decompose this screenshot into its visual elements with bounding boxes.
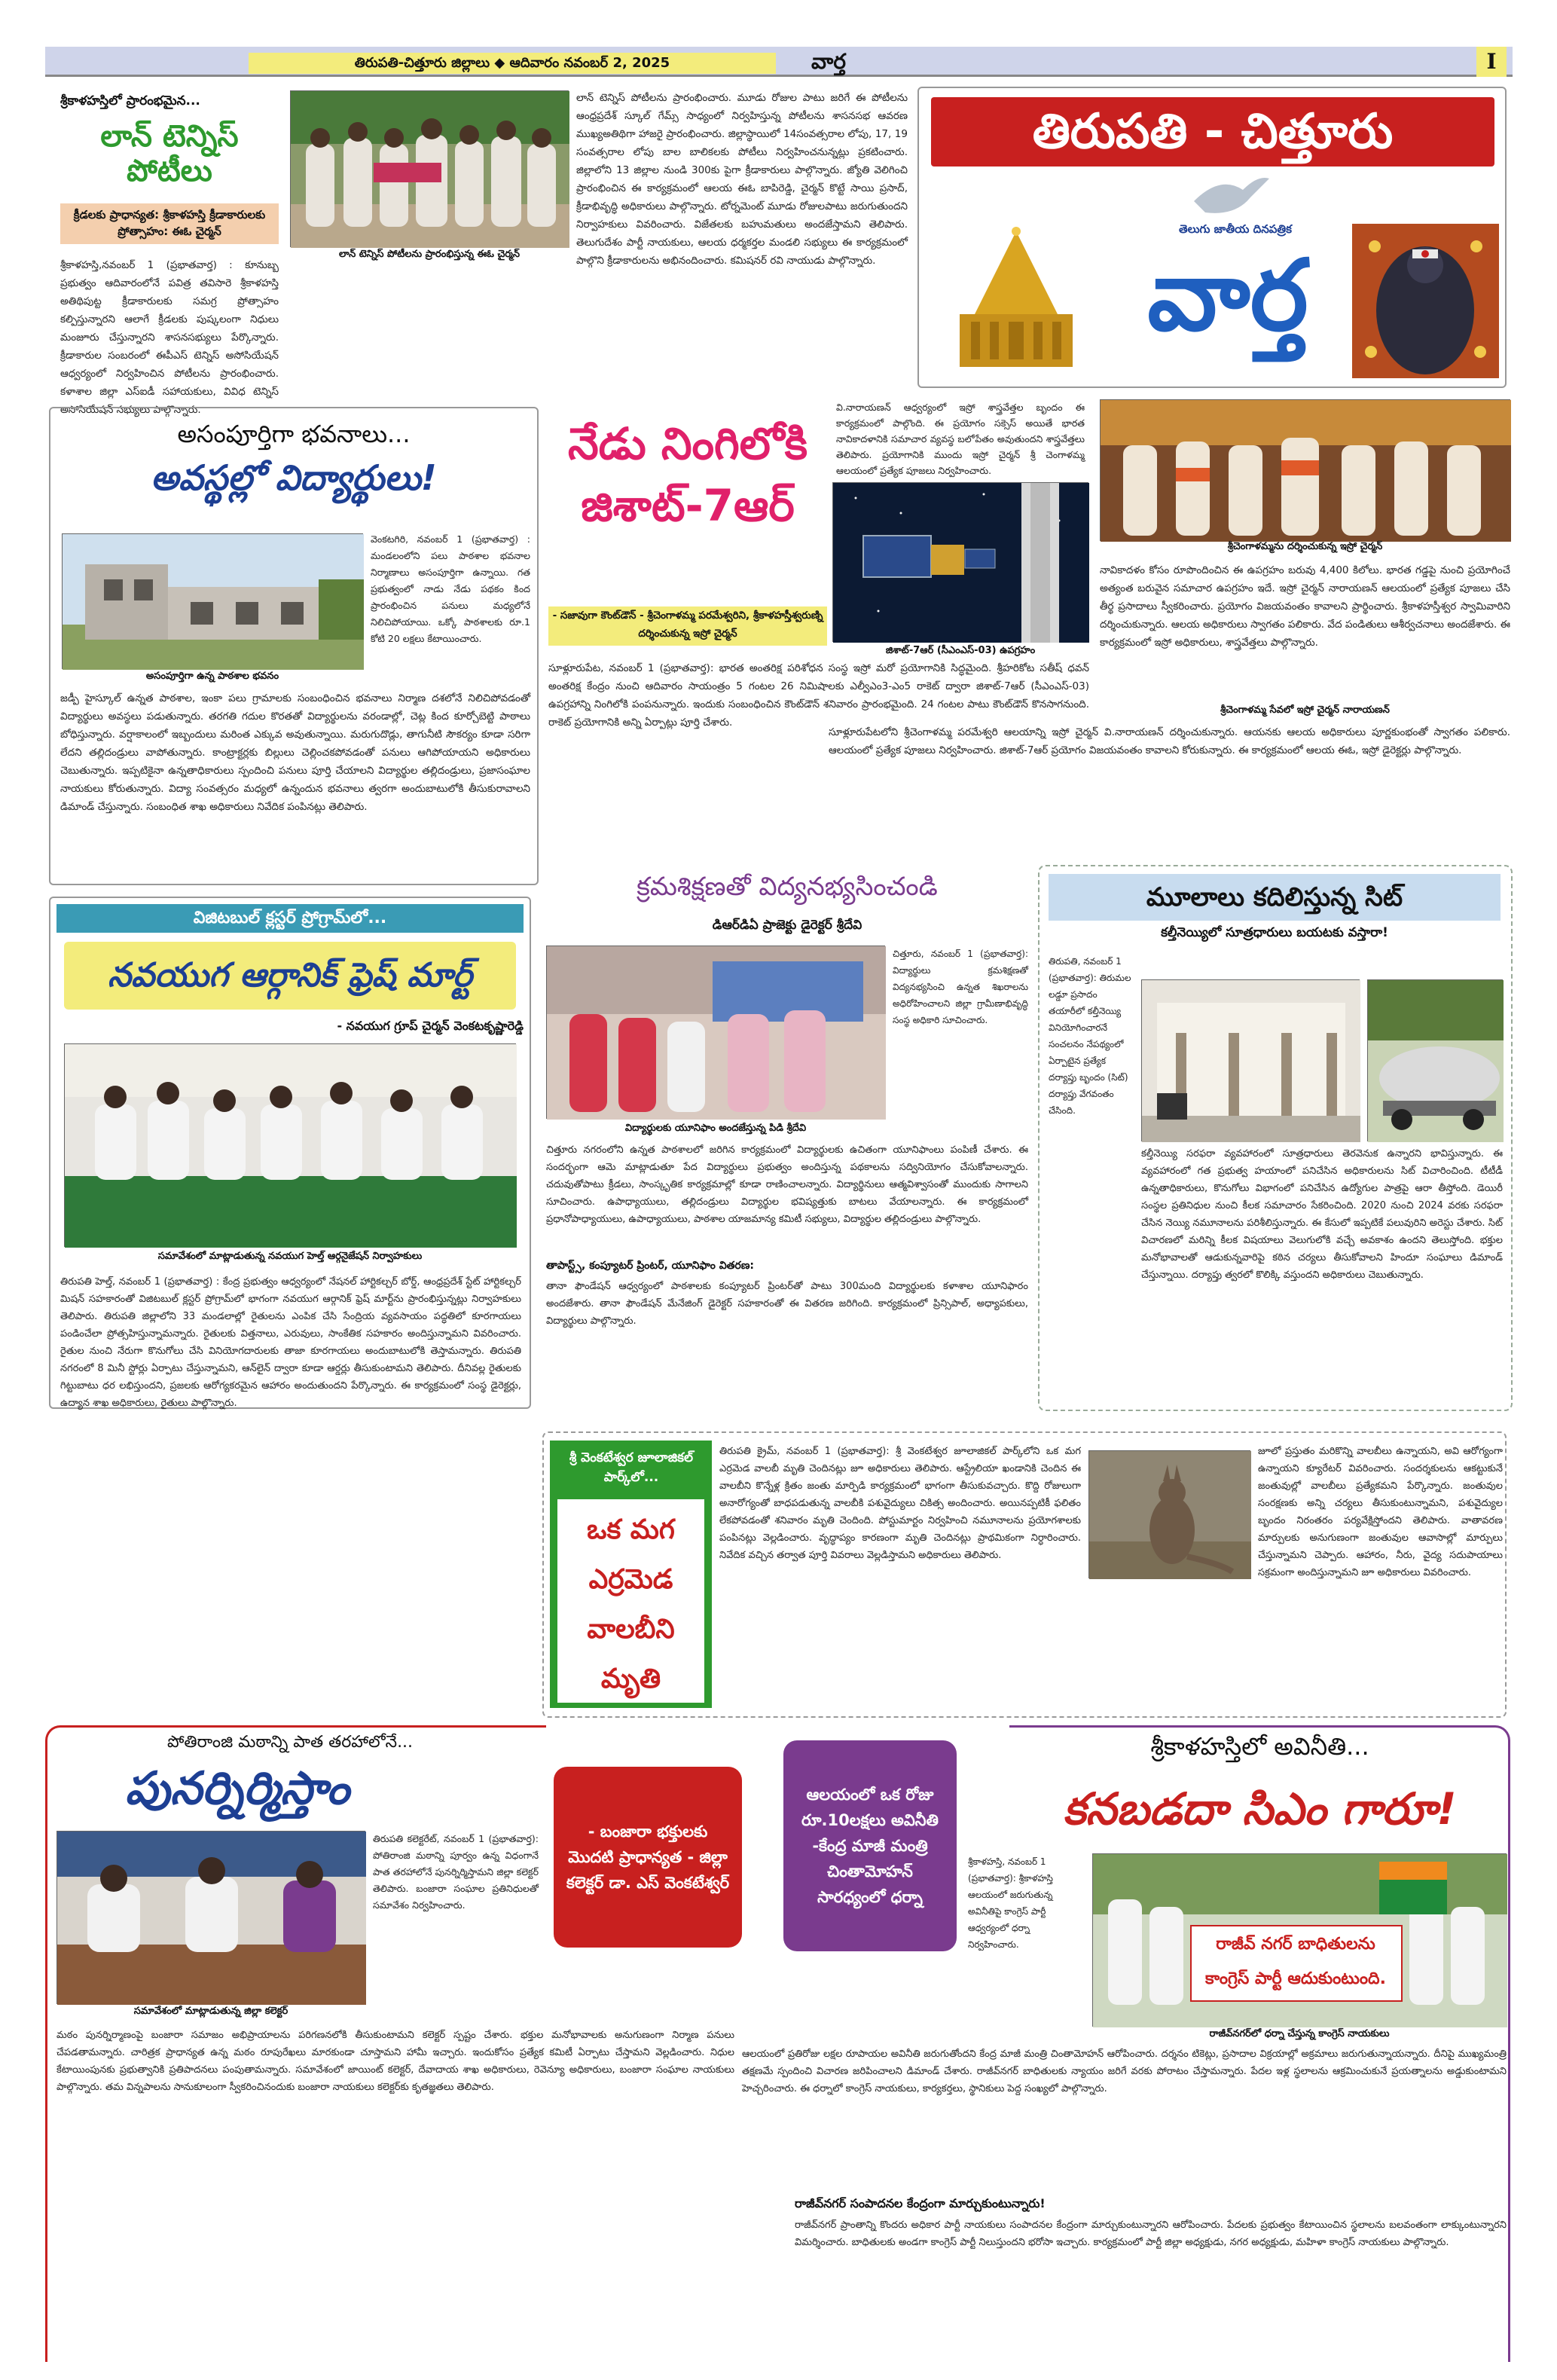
corruption-banner: రాజీవ్ నగర్ బాధితులను కాంగ్రెస్ పార్టీ ఆదుకుంటుంది. xyxy=(1205,1935,1386,1988)
tennis-photo-image xyxy=(291,91,569,248)
edu-photo-caption: విద్యార్థులకు యూనిఫాం అందజేస్తున్న పిడి శ్రీదేవి xyxy=(624,1123,807,1134)
satellite-icon xyxy=(833,483,1089,643)
students-body-side: వెంకటగిరి, నవంబర్ 1 (ప్రభాతవార్త) : మండలంలోని పలు పాఠశాల భవనాల నిర్మాణాలు అసంపూర్తిగా ఉన్నాయి. గత ప్రభుత్వంలో నాడు నేడు పథకం కింద ప్రారంభించిన పనులు మధ్యలోనే నిలిచిపోయాయి. ఒక్కో పాఠశాలకు రూ.1 కోటి 20 లక్షలు కేటాయించారు. xyxy=(371,533,530,644)
zoo-body-1: తిరుపతి క్రైమ్, నవంబర్ 1 (ప్రభాతవార్త): శ్రీ వెంకటేశ్వర జూలాజికల్ పార్క్‌లోని ఒక మగ ఎర్రమెడ వాలబీ మృతి చెందినట్లు జూ అధికారులు తెలిపారు. ఆస్ట్రేలియా ఖండానికి చెందిన ఈ వాలబీని కొన్నేళ్ల క్రితం జంతు మార్పిడి కార్యక్రమంలో భాగంగా తీసుకువచ్చారు. కొద్ది రోజులుగా అనారోగ్యంతో బాధపడుతున్న వాలబీకి పశువైద్యులు చికిత్స అందించారు. అయినప్పటికీ ఫలితం లేకపోవడంతో శనివారం మృతి చెందింది. పోస్టుమార్టం నిర్వహించి నమూనాలను ప్రయోగశాలకు పంపినట్లు వెల్లడించారు. వృద్ధాప్యం కారణంగా మృతి చెందినట్లు ప్రాథమికంగా నిర్ధారించారు. నివేదిక వచ్చిన తర్వాత పూర్తి వివరాలు వెల్లడిస్తామని అధికారులు తెలిపారు. xyxy=(719,1446,1081,1561)
sit-subhead: కల్తీనెయ్యిలో సూత్రధారులు బయటకు వస్తారా! xyxy=(1161,925,1388,940)
zoo-body-2: జూలో ప్రస్తుతం మరికొన్ని వాలబీలు ఉన్నాయని, అవి ఆరోగ్యంగా ఉన్నాయని క్యూరేటర్ వివరించారు. సందర్శకులను ఆకట్టుకునే జంతువుల్లో వాలబీలు ప్రత్యేకమని పేర్కొన్నారు. జంతువుల సంరక్షణకు అన్ని చర్యలు తీసుకుంటున్నామని, పశువైద్యుల బృందం నిరంతరం పర్యవేక్షిస్తోందని తెలిపారు. వాతావరణ మార్పులకు అనుగుణంగా జంతువుల ఆవాసాల్లో మార్పులు చేస్తున్నామని చెప్పారు. ఆహారం, నీరు, వైద్య సదుపాయాలు సక్రమంగా అందిస్తున్నామని జూ అధికారులు వివరించారు. xyxy=(1258,1446,1503,1578)
edu-event-image xyxy=(547,946,886,1120)
organic-photo xyxy=(64,1043,516,1247)
isro-temple-caption: శ్రీచెంగాళమ్మను దర్శించుకున్న ఇస్రో చైర్మన్ xyxy=(1227,541,1383,552)
sit-body-side: తిరుపతి, నవంబర్ 1 (ప్రభాతవార్త): తిరుమల లడ్డూ ప్రసాదం తయారీలో కల్తీనెయ్యి వినియోగించారనే సంచలనం నేపథ్యంలో ఏర్పాటైన ప్రత్యేక దర్యాప్తు బృందం (సిట్) దర్యాప్తు వేగవంతం చేసింది. xyxy=(1049,956,1131,1116)
corruption-subheading: రాజీవ్‌నగర్ సంపాదనల కేంద్రంగా మార్చుకుంటున్నారు! xyxy=(795,2196,1046,2210)
isro-subhead: - సజావుగా కౌంట్‌డౌన్ - శ్రీచెంగాళమ్మ పరమేశ్వరిని, శ్రీకాళహస్తీశ్వరుణ్ని దర్శించుకున్న ఇస్రో చైర్మన్ xyxy=(548,606,827,646)
edu-byline: డిఆర్‌డిఏ ప్రాజెక్టు డైరెక్టర్ శ్రీదేవి xyxy=(712,918,862,933)
isro-body-4: సూళ్లూరుపేటలోని శ్రీచెంగాళమ్మ పరమేశ్వరి ఆలయాన్ని ఇస్రో చైర్మన్ వి.నారాయణన్ దర్శించుకున్నారు. ఆయనకు ఆలయ అధికారులు పూర్ణకుంభంతో స్వాగతం పలికారు. ఆలయంలో ప్రత్యేక పూజలు నిర్వహించారు. జిశాట్-7ఆర్ ప్రయోగం విజయవంతం కావాలని కోరుకున్నారు. ఈ కార్యక్రమంలో ఆలయ ఈఓ, ఇస్రో డైరెక్టర్లు పాల్గొన్నారు. xyxy=(829,726,1510,756)
corruption-headline: కనబడదా సిఎం గారూ! xyxy=(1063,1783,1457,1835)
sit-photo-building xyxy=(1141,979,1360,1141)
supplement-title: తిరుపతి - చిత్తూరు xyxy=(931,97,1494,167)
temple-gopuram-icon xyxy=(930,224,1103,378)
isro-body: సూళ్లూరుపేట, నవంబర్ 1 (ప్రభాతవార్త): భారత అంతరిక్ష పరిశోధన సంస్థ ఇస్రో మరో ప్రయోగానికి సిద్ధమైంది. శ్రీహరికోట సతీష్ ధవన్ అంతరిక్ష కేంద్రం నుంచి ఆదివారం సాయంత్రం 5 గంటల 26 నిమిషాలకు ఎల్వీఎం3-ఎం5 రాకెట్ ద్వారా జిశాట్-7ఆర్ (సీఎంఎస్-03) ఉపగ్రహాన్ని నింగిలోకి పంపనున్నారు. ఇందుకు సంబంధించిన కౌంట్‌డౌన్ శనివారం ప్రారంభమైంది. 24 గంటల పాటు కౌంట్‌డౌన్ కొనసాగనుంది. రాకెట్ ప్రయోగానికి అన్ని ఏర్పాట్లు పూర్తి చేశారు. xyxy=(548,662,1089,729)
isro-headline xyxy=(548,413,827,605)
deity-icon xyxy=(1352,224,1499,378)
pond-body-side: తిరుపతి కలెక్టరేట్, నవంబర్ 1 (ప్రభాతవార్త): పోతిరాంజి మఠాన్ని పూర్వం ఉన్న విధంగానే పాత తరహాలోనే పునర్నిర్మిస్తామని జిల్లా కలెక్టర్ తెలిపారు. బంజారా సంఘాల ప్రతినిధులతో సమావేశం నిర్వహించారు. xyxy=(373,1833,539,1911)
sit-headline: మూలాలు కదిలిస్తున్న సిట్ xyxy=(1049,874,1501,921)
masthead-brand: వార్త xyxy=(811,49,846,74)
sit-body: కల్తీనెయ్యి సరఫరా వ్యవహారంలో సూత్రధారులు తెరవెనుక ఉన్నారని భావిస్తున్నారు. ఈ వ్యవహారంలో గత ప్రభుత్వ హయాంలో పనిచేసిన అధికారులను సిట్ విచారించింది. టీటీడీ ఉన్నతాధికారులు, కొనుగోలు విభాగంలో పనిచేసిన ఉద్యోగుల పాత్రపై ఆరా తీస్తోంది. డెయిరీ సంస్థల ప్రతినిధుల నుంచి కీలక సమాచారం సేకరించింది. 2020 నుంచి 2024 వరకు సరఫరా చేసిన నెయ్యి నమూనాలను పరిశీలిస్తున్నారు. ఈ కేసులో ఇప్పటికే పలువురిని అరెస్టు చేశారు. సిట్ విచారణలో మరిన్ని కీలక విషయాలు వెలుగులోకి వచ్చే అవకాశం ఉందని తెలుస్తోంది. భక్తుల మనోభావాలతో ఆడుకున్నవారిపై కఠిన చర్యలు తీసుకోవాలని హిందూ సంఘాలు డిమాండ్ చేస్తున్నాయి. దర్యాప్తు త్వరలో కొలిక్కి వస్తుందని అధికారులు చెబుతున్నారు. xyxy=(1141,1148,1503,1281)
zoo-headline: ఒక మగ ఎర్రమెడ వాలబీని మృతి xyxy=(557,1499,704,1703)
isro-satellite-photo xyxy=(832,482,1088,642)
temple-visit-image xyxy=(1101,400,1511,542)
edu-subheading: తాపాస్ట్స్, కంప్యూటర్ ప్రింటర్, యూనిఫాం వితరణ: xyxy=(546,1260,754,1272)
pond-kicker: పోతిరాంజి మఠాన్ని పాత తరహాలోనే... xyxy=(166,1733,414,1752)
organic-headline: నవయుగ ఆర్గానిక్ ఫ్రెష్ మార్ట్ xyxy=(64,942,516,1010)
pond-photo xyxy=(56,1831,365,2004)
isro-headline-text: నేడు నింగిలోకి జిశాట్-7ఆర్ xyxy=(567,418,808,531)
page-number: I xyxy=(1476,47,1507,77)
edu-photo xyxy=(546,946,885,1119)
students-photo xyxy=(62,533,363,669)
school-building-image xyxy=(63,534,364,670)
tennis-headline: లాన్ టెన్నిస్ పోటీలు xyxy=(100,119,239,188)
supplement-logo: వార్త xyxy=(1147,238,1308,353)
corruption-photo-caption: రాజీవ్‌నగర్‌లో ధర్నా చేస్తున్న కాంగ్రెస్ నాయకులు xyxy=(1209,2028,1390,2039)
supplement-tagline: తెలుగు జాతీయ దినపత్రిక xyxy=(1179,222,1292,236)
tennis-photo xyxy=(290,90,569,247)
tennis-kicker: శ్రీకాళహస్తిలో ప్రారంభమైన... xyxy=(60,93,200,108)
organic-kicker: విజిటబుల్ క్లస్టర్ ప్రోగ్రామ్‌లో... xyxy=(56,904,524,933)
pond-headline: పునర్నిర్మిస్తాం xyxy=(125,1762,350,1815)
building-image xyxy=(1142,980,1360,1142)
dove-icon xyxy=(1190,171,1273,224)
organic-photo-caption: సమావేశంలో మాట్లాడుతున్న నవయుగ హెల్త్ ఆర్గనైజేషన్ నిర్వాహకులు xyxy=(157,1251,423,1262)
zoo-kicker: శ్రీ వెంకటేశ్వర జూలాజికల్ పార్క్‌లో... xyxy=(569,1450,694,1485)
edu-headline: క్రమశిక్షణతో విద్యనభ్యసించండి xyxy=(637,872,938,902)
corruption-body-2: రాజీవ్‌నగర్ ప్రాంతాన్ని కొందరు అధికార పార్టీ నాయకులు సంపాదనల కేంద్రంగా మార్చుకుంటున్నారని ఆరోపించారు. పేదలకు ప్రభుత్వం కేటాయించిన స్థలాలను బలవంతంగా లాక్కుంటున్నారని విమర్శించారు. బాధితులకు అండగా కాంగ్రెస్ పార్టీ నిలుస్తుందని భరోసా ఇచ్చారు. కార్యక్రమంలో పార్టీ జిల్లా అధ్యక్షుడు, నగర అధ్యక్షుడు, మహిళా కాంగ్రెస్ నాయకులు పాల్గొన్నారు. xyxy=(795,2220,1507,2248)
isro-chairman-caption: శ్రీచెంగాళమ్మ సేవలో ఇస్రో చైర్మన్ నారాయణన్ xyxy=(1220,704,1390,716)
students-photo-caption: అసంపూర్తిగా ఉన్న పాఠశాల భవనం xyxy=(145,671,279,682)
tennis-body-left: శ్రీకాళహస్తి,నవంబర్ 1 (ప్రభాతవార్త) : కూనుబ్బ ప్రభుత్వం ఆదివారంలోనే పవిత్ర తవిసారె శ్రీకాళహస్తి అతిథిపుట్ట క్రీడాకారులకు సమగ్ర ప్రోత్సాహం కల్పిస్తున్నారని ఆలాగే క్రీడలకు పుష్కలంగా నిధులు మంజూరు చేస్తున్నారని శాసనసభ్యులు పేర్కొన్నారు. క్రీడాకారుల సంబరంలో ఈపీఎస్ టెన్నిస్ అసోసియేషన్ ఆధ్వర్యంలో నిర్వహించిన పోటీలను ప్రారంభించారు. కళాశాల జిల్లా ఎస్ఐడీ సహాయకులు, వివిధ టెన్నిస్ అసోసియేషన్ సభ్యులు పాల్గొన్నారు. xyxy=(60,259,279,416)
organic-body: తిరుపతి హెల్త్, నవంబర్ 1 (ప్రభాతవార్త) : కేంద్ర ప్రభుత్వం ఆధ్వర్యంలో నేషనల్ హార్టికల్చర్ బోర్డ్, ఆంధ్రప్రదేశ్ స్టేట్ హార్టికల్చర్ మిషన్ సహకారంతో విజిటబుల్ క్లస్టర్ ప్రోగ్రామ్‌లో భాగంగా నవయుగ ఆర్గానిక్ ఫ్రెష్ మార్ట్‌ను ప్రారంభిస్తున్నట్లు నిర్వాహకులు తెలిపారు. తిరుపతి జిల్లాలోని 33 మండలాల్లో రైతులను ఎంపిక చేసి సేంద్రియ వ్యవసాయం పద్ధతిలో కూరగాయలు పండించేలా ప్రోత్సహిస్తున్నామన్నారు. రైతులకు విత్తనాలు, ఎరువులు, సాంకేతిక సహకారం అందిస్తున్నామని వివరించారు. రైతుల నుంచి నేరుగా కొనుగోలు చేసి వినియోగదారులకు తాజా కూరగాయలు అందుబాటులోకి తెస్తామన్నారు. తిరుపతి నగరంలో 8 మినీ స్టోర్లు ఏర్పాటు చేస్తున్నామని, ఆన్‌లైన్ ద్వారా కూడా ఆర్డర్లు తీసుకుంటామని తెలిపారు. దీనివల్ల రైతులకు గిట్టుబాటు ధర లభిస్తుందని, ప్రజలకు ఆరోగ్యకరమైన ఆహారం అందుతుందని పేర్కొన్నారు. ఈ కార్యక్రమంలో సంస్థ డైరెక్టర్లు, ఉద్యాన శాఖ అధికారులు, రైతులు పాల్గొన్నారు. xyxy=(60,1276,521,1409)
meeting-photo-image xyxy=(65,1044,517,1248)
organic-byline: - నవయుగ గ్రూప్ చైర్మన్ వెంకటకృష్ణారెడ్డి xyxy=(337,1019,524,1033)
sit-photo-tanker xyxy=(1367,979,1503,1141)
zoo-photo xyxy=(1088,1450,1250,1578)
collector-meeting-image xyxy=(57,1832,366,2005)
isro-satellite-caption: జిశాట్-7ఆర్ (సీఎంఎస్-03) ఉపగ్రహం xyxy=(885,645,1036,656)
pond-body: మఠం పునర్నిర్మాణంపై బంజారా సమాజం అభిప్రాయాలను పరిగణనలోకి తీసుకుంటామని కలెక్టర్ స్పష్టం చేశారు. భక్తుల మనోభావాలకు అనుగుణంగా నిర్మాణ పనులు చేపడతామన్నారు. చారిత్రక ప్రాధాన్యత ఉన్న మఠం రూపురేఖలు మారకుండా చూస్తామని హామీ ఇచ్చారు. ఇందుకోసం ప్రత్యేక కమిటీ ఏర్పాటు చేస్తామని వెల్లడించారు. నిధుల కేటాయింపునకు ప్రభుత్వానికి ప్రతిపాదనలు పంపుతామన్నారు. సమావేశంలో జాయింట్ కలెక్టర్, దేవాదాయ శాఖ అధికారులు, రెవెన్యూ అధికారులు, బంజారా సంఘాల నాయకులు పాల్గొన్నారు. తమ విన్నపాలను సానుకూలంగా స్వీకరించినందుకు బంజారా నాయకులు కలెక్టర్‌కు కృతజ్ఞతలు తెలిపారు. xyxy=(56,2030,734,2093)
corruption-body-side: శ్రీకాళహస్తి, నవంబర్ 1 (ప్రభాతవార్త): శ్రీకాళహస్తి ఆలయంలో జరుగుతున్న అవినీతిపై కాంగ్రెస్ పార్టీ ఆధ్వర్యంలో ధర్నా నిర్వహించారు. xyxy=(968,1856,1053,1950)
tennis-body-right: లాన్ టెన్నిస్ పోటీలను ప్రారంభించారు. మూడు రోజుల పాటు జరిగే ఈ పోటీలను ఆంధ్రప్రదేశ్ స్కూల్ గేమ్స్ సాధ్యంలో నిర్వహిస్తున్న పోటీలను శాసనసభ ఆవరణ ముఖ్యఅతిథిగా హాజరై ప్రారంభించారు. జిల్లాస్థాయిలో 14సంవత్సరాల లోపు, 17, 19 సంవత్సరాల లోపు బాల బాలికలకు పోటీలు నిర్వహించనున్నట్లు ప్రకటించారు. జిల్లాలోని 13 జిల్లాల నుండి 300కు పైగా క్రీడాకారులు పాల్గొన్నారు. జ్యోతి వెలిగించి ప్రారంభించిన ఈ కార్యక్రమంలో ఆలయ ఈఓ బాపిరెడ్డి, చైర్మన్ కొట్టే సాయి ప్రసాద్, క్రీడాభివృద్ధి అధికారులు పాల్గొన్నారు. టోర్నమెంట్ మూడు రోజులపాటు జరుగుతుందని నిర్వాహకులు వివరించారు. విజేతలకు బహుమతులు అందజేస్తామని తెలిపారు. తెలుగుదేశం పార్టీ నాయకులు, ఆలయ ధర్మకర్తల మండలి సభ్యులు ఈ కార్యక్రమంలో పాల్గొని క్రీడాకారులను అభినందించారు. కమిషనర్ రవి నాయుడు పాల్గొన్నారు. xyxy=(576,92,908,267)
corruption-callout: ఆలయంలో ఒక రోజు రూ.10లక్షలు అవినీతి -కేంద్ర మాజీ మంత్రి చింతామోహన్ సారధ్యంలో ధర్నా xyxy=(783,1740,957,1951)
students-body: జడ్పీ హైస్కూల్ ఉన్నత పాఠశాల, ఇంకా పలు గ్రామాలకు సంబంధించిన భవనాలు నిర్మాణ దశలోనే నిలిచిపోవడంతో విద్యార్థులు అవస్థలు పడుతున్నారు. తరగతి గదుల కొరతతో విద్యార్థులను వరండాల్లో, చెట్ల కింద కూర్చోబెట్టి పాఠాలు బోధిస్తున్నారు. వర్షాకాలంలో ఇబ్బందులు మరింత ఎక్కువ అవుతున్నాయి. మరుగుదొడ్లు, తాగునీటి సౌకర్యం కూడా సరిగా లేదని తల్లిదండ్రులు వాపోతున్నారు. కాంట్రాక్టర్లకు బిల్లులు చెల్లించకపోవడంతో పనులు ఆగిపోయాయని అధికారులు చెబుతున్నారు. ఇప్పటికైనా ఉన్నతాధికారులు స్పందించి పనులు పూర్తి చేయాలని విద్యార్థుల తల్లిదండ్రులు, ప్రజాసంఘాల నాయకులు కోరుతున్నారు. విద్యా సంవత్సరం మధ్యలో ఉన్నందున భవనాలు త్వరగా అందుబాటులోకి తీసుకురావాలని డిమాండ్ చేస్తున్నారు. సంబంధిత శాఖ అధికారులు నివేదిక పంపినట్లు తెలిపారు. xyxy=(60,692,530,813)
tennis-photo-caption: లాన్ టెన్నిస్ పోటీలను ప్రారంభిస్తున్న ఈఓ చైర్మన్ xyxy=(338,249,521,260)
tennis-subhead: క్రీడలకు ప్రాధాన్యత: శ్రీకాళహస్తి క్రీడాకారులకు ప్రోత్సాహం: ఈఓ చైర్మన్ xyxy=(60,203,279,244)
edu-body-side: చిత్తూరు, నవంబర్ 1 (ప్రభాతవార్త): విద్యార్థులు క్రమశిక్షణతో విద్యనభ్యసించి ఉన్నత శిఖరాలను అధిరోహించాలని జిల్లా గ్రామీణాభివృద్ధి సంస్థ అధికారి సూచించారు. xyxy=(893,949,1028,1025)
tanker-image xyxy=(1368,980,1504,1142)
pond-photo-caption: సమావేశంలో మాట్లాడుతున్న జిల్లా కలెక్టర్ xyxy=(133,2006,289,2017)
wallaby-image xyxy=(1089,1451,1251,1579)
isro-body-2: వి.నారాయణన్ ఆధ్వర్యంలో ఇస్రో శాస్త్రవేత్తల బృందం ఈ కార్యక్రమంలో పాల్గొంది. ఈ ప్రయోగం సక్సెస్ అయితే భారత నావికాదళానికి సమాచార వ్యవస్థ బలోపేతం అవుతుందని శాస్త్రవేత్తలు తెలిపారు. ప్రయోగానికి ముందు ఇస్రో చైర్మన్ శ్రీ చెంగాళమ్మ ఆలయంలో ప్రత్యేక పూజలు నిర్వహించారు. xyxy=(836,402,1085,476)
isro-body-3: నావికాదళం కోసం రూపొందించిన ఈ ఉపగ్రహం బరువు 4,400 కిలోలు. భారత గడ్డపై నుంచి ప్రయోగించే అత్యంత బరువైన సమాచార ఉపగ్రహం ఇదే. ఇస్రో చైర్మన్ నారాయణన్ ఆలయంలో ప్రత్యేక పూజలు చేసి తీర్థ ప్రసాదాలు స్వీకరించారు. ప్రయోగం విజయవంతం కావాలని ప్రార్థించారు. శ్రీకాళహస్తీశ్వర స్వామివారిని దర్శించుకున్నారు. ఆలయ అధికారులు స్వాగతం పలికారు. వేద పండితులు ఆశీర్వచనాలు అందజేశారు. ఈ కార్యక్రమంలో ఇస్రో అధికారులు, శాస్త్రవేత్తలు పాల్గొన్నారు. xyxy=(1100,564,1510,649)
masthead-edition: తిరుపతి-చిత్తూరు జిల్లాలు ◆ ఆదివారం నవంబర్ 2, 2025 xyxy=(249,53,776,74)
supplement-banner xyxy=(917,87,1507,388)
isro-temple-photo xyxy=(1100,399,1510,541)
students-headline-small: అసంపూర్తిగా భవనాలు... xyxy=(177,420,411,448)
corruption-kicker: శ్రీకాళహస్తిలో అవినీతి... xyxy=(1150,1732,1369,1761)
edu-body: చిత్తూరు నగరంలోని ఉన్నత పాఠశాలలో జరిగిన కార్యక్రమంలో విద్యార్థులకు ఉచితంగా యూనిఫాంలు పంపిణీ చేశారు. ఈ సందర్భంగా ఆమె మాట్లాడుతూ పేద విద్యార్థులు ప్రభుత్వం అందిస్తున్న పథకాలను సద్వినియోగం చేసుకోవాలన్నారు. చదువుతోపాటు క్రీడలు, సాంస్కృతిక కార్యక్రమాల్లో కూడా రాణించాలన్నారు. విద్యార్థినులు ఆత్మవిశ్వాసంతో ముందుకు సాగాలని సూచించారు. ఉపాధ్యాయులు, తల్లిదండ్రులు విద్యార్థుల భవిష్యత్తుకు బాటలు వేయాలన్నారు. ఈ కార్యక్రమంలో ప్రధానోపాధ్యాయులు, ఉపాధ్యాయులు, పాఠశాల యాజమాన్య కమిటీ సభ్యులు, విద్యార్థుల తల్లిదండ్రులు పాల్గొన్నారు. xyxy=(546,1144,1029,1225)
students-headline-big: అవస్థల్లో విద్యార్థులు! xyxy=(151,457,437,498)
corruption-body: ఆలయంలో ప్రతిరోజు లక్షల రూపాయల అవినీతి జరుగుతోందని కేంద్ర మాజీ మంత్రి చింతామోహన్ ఆరోపించారు. దర్శనం టికెట్లు, ప్రసాదాల విక్రయాల్లో అక్రమాలు జరుగుతున్నాయన్నారు. దీనిపై ముఖ్యమంత్రి తక్షణమే స్పందించి విచారణ జరిపించాలని డిమాండ్ చేశారు. రాజీవ్‌నగర్ బాధితులకు న్యాయం జరిగే వరకు పోరాటం చేస్తామన్నారు. పేదల ఇళ్ల స్థలాలను ఆక్రమించుకునే ప్రయత్నాలను అడ్డుకుంటామని హెచ్చరించారు. ఈ ధర్నాలో కాంగ్రెస్ నాయకులు, కార్యకర్తలు, స్థానికులు పెద్ద సంఖ్యలో పాల్గొన్నారు. xyxy=(742,2049,1507,2094)
pond-callout: - బంజారా భక్తులకు మొదటి ప్రాధాన్యత - జిల్లా కలెక్టర్ డా. ఎస్ వెంకటేశ్వర్ xyxy=(554,1767,742,1948)
edu-body-2: తానా ఫౌండేషన్ ఆధ్వర్యంలో పాఠశాలకు కంప్యూటర్ ప్రింటర్‌తో పాటు 300మంది విద్యార్థులకు కళాశాల యూనిఫారం అందజేశారు. తానా ఫౌండేషన్ మేనేజింగ్ డైరెక్టర్ సహకారంతో ఈ వితరణ జరిగింది. కార్యక్రమంలో ప్రిన్సిపాల్, అధ్యాపకులు, విద్యార్థులు పాల్గొన్నారు. xyxy=(546,1281,1028,1327)
